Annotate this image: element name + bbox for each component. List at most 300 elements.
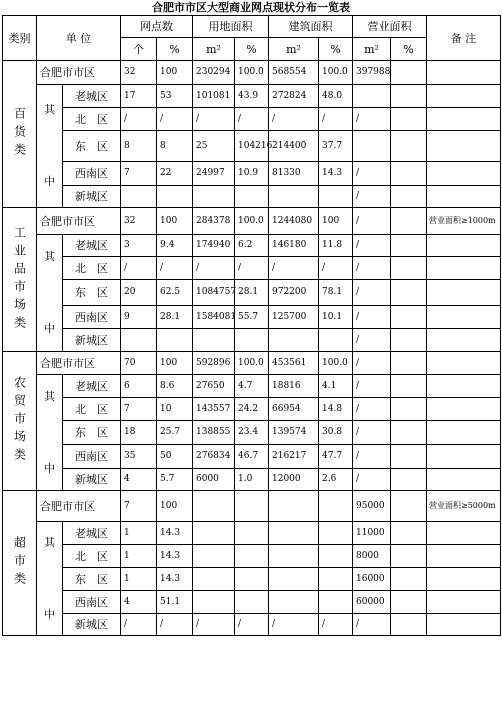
cell-c8 [391, 85, 427, 108]
cell-c1: 3 [121, 235, 157, 257]
cell-c5: 66954 [269, 398, 319, 421]
subgroup-marker-top: 其 [44, 535, 55, 549]
subgroup-marker-top: 其 [44, 103, 55, 116]
cell-c6: 100.0 [319, 352, 353, 375]
cell-c6 [319, 186, 353, 208]
cell-c1: 32 [121, 208, 157, 235]
cell-c5: 146180 [269, 235, 319, 257]
table-row [3, 329, 501, 352]
cell-c3: 27650 [193, 375, 235, 398]
cell-c2: 100 [157, 61, 193, 85]
table-row [3, 85, 501, 108]
table-row [3, 445, 501, 469]
cell-c3: 1584081 [193, 306, 235, 329]
unit-city-total: 合肥市市区 [37, 352, 121, 375]
cell-c3 [193, 545, 235, 568]
header-sub-percent: % [235, 38, 269, 61]
cell-c1: 70 [121, 352, 157, 375]
cell-c8 [391, 568, 427, 591]
cell-c8 [391, 235, 427, 257]
category-label: 超市类 [3, 491, 37, 636]
cell-c3: 174940 [193, 235, 235, 257]
unit-city-total: 合肥市市区 [37, 491, 121, 522]
cell-c1: 1 [121, 568, 157, 591]
table-row [3, 208, 501, 235]
cell-c7: / [353, 186, 391, 208]
header-building-area: 建筑面积 [269, 16, 353, 38]
cell-c1 [121, 186, 157, 208]
cell-c4 [235, 186, 269, 208]
cell-c4 [235, 329, 269, 352]
remark-cell [427, 280, 501, 306]
remark-cell [427, 186, 501, 208]
cell-c3: 143557 [193, 398, 235, 421]
table-row [3, 591, 501, 614]
cell-c5: 214400 [269, 131, 319, 162]
header-remark: 备 注 [427, 16, 501, 61]
category-label: 农贸市场类 [3, 352, 37, 491]
unit-district: 东 区 [63, 131, 121, 162]
unit-district: 老城区 [63, 85, 121, 108]
cell-c1: / [121, 614, 157, 636]
cell-c3 [193, 591, 235, 614]
cell-c8 [391, 61, 427, 85]
table-row [3, 131, 501, 162]
cell-c3 [193, 329, 235, 352]
cell-c8 [391, 306, 427, 329]
cell-c3: 101081 [193, 85, 235, 108]
cell-c7: / [353, 108, 391, 131]
cell-c5: 568554 [269, 61, 319, 85]
cell-c1: 9 [121, 306, 157, 329]
cell-c3: 6000 [193, 469, 235, 491]
cell-c8 [391, 208, 427, 235]
table-row [3, 614, 501, 636]
subgroup-marker-top: 其 [44, 250, 55, 263]
cell-c4: 43.9 [235, 85, 269, 108]
remark-cell [427, 469, 501, 491]
unit-district: 西南区 [63, 162, 121, 186]
cell-c6: 14.3 [319, 162, 353, 186]
cell-c2: 53 [157, 85, 193, 108]
header-land-area: 用地面积 [193, 16, 269, 38]
cell-c4 [235, 491, 269, 522]
table-row [3, 568, 501, 591]
cell-c7: / [353, 398, 391, 421]
cell-c3 [193, 522, 235, 545]
cell-c3: 276834 [193, 445, 235, 469]
cell-c3 [193, 186, 235, 208]
spacer [37, 404, 62, 462]
cell-c5 [269, 522, 319, 545]
cell-c5: / [269, 108, 319, 131]
header-sub-m2: m² [193, 38, 235, 61]
table-row [3, 162, 501, 186]
table-title: 合肥市市区大型商业网点现状分布一览表 [152, 1, 350, 14]
unit-district: 西南区 [63, 591, 121, 614]
remark-cell [427, 421, 501, 445]
cell-c6: / [319, 108, 353, 131]
header-business-area: 营业面积 [353, 16, 427, 38]
table-row [3, 522, 501, 545]
cell-c3: 284378 [193, 208, 235, 235]
cell-c5 [269, 591, 319, 614]
cell-c4: / [235, 614, 269, 636]
unit-district: 东 区 [63, 280, 121, 306]
remark-cell [427, 235, 501, 257]
cell-c4: 23.4 [235, 421, 269, 445]
cell-c8 [391, 329, 427, 352]
cell-c8 [391, 614, 427, 636]
cell-c2: 25.7 [157, 421, 193, 445]
cell-c2: 100 [157, 208, 193, 235]
cell-c3: / [193, 108, 235, 131]
cell-c4 [235, 545, 269, 568]
cell-c4: / [235, 108, 269, 131]
cell-c1: 7 [121, 398, 157, 421]
cell-c5 [269, 329, 319, 352]
cell-c2: 8 [157, 131, 193, 162]
cell-c2 [157, 186, 193, 208]
cell-c2: 51.1 [157, 591, 193, 614]
cell-c6: 100 [319, 208, 353, 235]
cell-c2: 8.6 [157, 375, 193, 398]
cell-c6: 47.7 [319, 445, 353, 469]
header-sub-percent: % [157, 38, 193, 61]
cell-c7: / [353, 614, 391, 636]
header-sub-percent: % [391, 38, 427, 61]
cell-c3: 592896 [193, 352, 235, 375]
table-row [3, 421, 501, 445]
cell-c3: 230294 [193, 61, 235, 85]
cell-c3 [193, 568, 235, 591]
unit-city-total: 合肥市市区 [37, 208, 121, 235]
subgroup-marker-top: 其 [44, 389, 55, 403]
subgroup-marker [37, 522, 63, 636]
spacer [37, 117, 62, 175]
cell-c3: 25 [193, 131, 235, 162]
cell-c1: 6 [121, 375, 157, 398]
cell-c8 [391, 375, 427, 398]
cell-c5: 125700 [269, 306, 319, 329]
cell-c1: 32 [121, 61, 157, 85]
remark-cell [427, 545, 501, 568]
cell-c2: / [157, 108, 193, 131]
commercial-outlets-table [2, 15, 501, 636]
cell-c7: / [353, 162, 391, 186]
header-category: 类别 [3, 16, 37, 61]
cell-c7: / [353, 375, 391, 398]
cell-c7 [353, 85, 391, 108]
cell-c5: 12000 [269, 469, 319, 491]
header-sub-m2: m² [353, 38, 391, 61]
header-sub-percent: % [319, 38, 353, 61]
remark-cell [427, 257, 501, 280]
cell-c2: 5.7 [157, 469, 193, 491]
cell-c5: 453561 [269, 352, 319, 375]
cell-c8 [391, 445, 427, 469]
remark-cell [427, 85, 501, 108]
subgroup-marker-bottom: 中 [44, 607, 55, 621]
unit-district: 西南区 [63, 445, 121, 469]
remark-cell: 营业面积≥1000m [427, 208, 501, 235]
subgroup-marker [37, 235, 63, 352]
cell-c4: 100.0 [235, 208, 269, 235]
cell-c5: 216217 [269, 445, 319, 469]
cell-c7: / [353, 257, 391, 280]
cell-c5: 18816 [269, 375, 319, 398]
spacer [37, 550, 62, 608]
unit-district: 西南区 [63, 306, 121, 329]
cell-c6: 4.1 [319, 375, 353, 398]
unit-district: 老城区 [63, 522, 121, 545]
unit-district: 北 区 [63, 108, 121, 131]
cell-c4 [235, 522, 269, 545]
table-row [3, 235, 501, 257]
cell-c8 [391, 280, 427, 306]
cell-c1: 35 [121, 445, 157, 469]
table-row [3, 280, 501, 306]
remark-cell [427, 591, 501, 614]
table-row [3, 108, 501, 131]
cell-c6: 11.8 [319, 235, 353, 257]
cell-c5 [269, 568, 319, 591]
unit-district: 新城区 [63, 469, 121, 491]
cell-c7: 95000 [353, 491, 391, 522]
cell-c1: 1 [121, 522, 157, 545]
category-label: 百货类 [3, 61, 37, 208]
cell-c8 [391, 491, 427, 522]
remark-cell [427, 162, 501, 186]
cell-c5: / [269, 614, 319, 636]
unit-district: 新城区 [63, 329, 121, 352]
remark-cell [427, 329, 501, 352]
cell-c6: 10.1 [319, 306, 353, 329]
cell-c8 [391, 108, 427, 131]
unit-district: 老城区 [63, 235, 121, 257]
cell-c7: 8000 [353, 545, 391, 568]
cell-c3: 138855 [193, 421, 235, 445]
cell-c8 [391, 131, 427, 162]
subgroup-marker-bottom: 中 [44, 461, 55, 475]
cell-c4: 10.9 [235, 162, 269, 186]
cell-c6: 2.6 [319, 469, 353, 491]
remark-cell [427, 568, 501, 591]
cell-c8 [391, 545, 427, 568]
unit-district: 新城区 [63, 186, 121, 208]
cell-c6: / [319, 614, 353, 636]
cell-c2: 14.3 [157, 522, 193, 545]
cell-c8 [391, 522, 427, 545]
table-row [3, 257, 501, 280]
cell-c1: 17 [121, 85, 157, 108]
cell-c6: 37.7 [319, 131, 353, 162]
table-row [3, 61, 501, 85]
cell-c4: 46.7 [235, 445, 269, 469]
cell-c8 [391, 186, 427, 208]
cell-c8 [391, 398, 427, 421]
table-row [3, 352, 501, 375]
cell-c4: 104216 [235, 131, 269, 162]
cell-c2: / [157, 257, 193, 280]
cell-c6: / [319, 257, 353, 280]
cell-c2: 14.3 [157, 568, 193, 591]
cell-c2: 62.5 [157, 280, 193, 306]
cell-c8 [391, 469, 427, 491]
table-row [3, 469, 501, 491]
cell-c3: 24997 [193, 162, 235, 186]
subgroup-marker [37, 85, 63, 208]
cell-c7: / [353, 280, 391, 306]
cell-c7 [353, 131, 391, 162]
remark-cell [427, 375, 501, 398]
cell-c6 [319, 491, 353, 522]
remark-cell [427, 614, 501, 636]
cell-c6: 48.0 [319, 85, 353, 108]
cell-c3: / [193, 614, 235, 636]
cell-c7: / [353, 306, 391, 329]
cell-c1: 7 [121, 491, 157, 522]
cell-c2: 22 [157, 162, 193, 186]
cell-c5 [269, 545, 319, 568]
cell-c1: 1 [121, 545, 157, 568]
cell-c7: / [353, 208, 391, 235]
cell-c7: / [353, 329, 391, 352]
unit-district: 东 区 [63, 421, 121, 445]
table-row [3, 491, 501, 522]
cell-c4 [235, 591, 269, 614]
remark-cell: 营业面积≥5000m [427, 491, 501, 522]
cell-c4 [235, 568, 269, 591]
unit-district: 老城区 [63, 375, 121, 398]
header-outlets: 网点数 [121, 16, 193, 38]
cell-c2: 100 [157, 352, 193, 375]
cell-c2: 100 [157, 491, 193, 522]
table-row [3, 398, 501, 421]
cell-c5: / [269, 257, 319, 280]
cell-c6: 14.8 [319, 398, 353, 421]
cell-c7: / [353, 469, 391, 491]
remark-cell [427, 445, 501, 469]
table-row [3, 186, 501, 208]
cell-c2: 28.1 [157, 306, 193, 329]
cell-c4: 6.2 [235, 235, 269, 257]
cell-c3: / [193, 257, 235, 280]
cell-c7: / [353, 421, 391, 445]
remark-cell [427, 306, 501, 329]
cell-c7: 11000 [353, 522, 391, 545]
cell-c4: 55.7 [235, 306, 269, 329]
cell-c8 [391, 257, 427, 280]
cell-c7: 16000 [353, 568, 391, 591]
cell-c2: 14.3 [157, 545, 193, 568]
cell-c6 [319, 591, 353, 614]
cell-c8 [391, 591, 427, 614]
cell-c8 [391, 352, 427, 375]
cell-c7: / [353, 235, 391, 257]
remark-cell [427, 352, 501, 375]
cell-c6 [319, 568, 353, 591]
remark-cell [427, 398, 501, 421]
cell-c1 [121, 329, 157, 352]
cell-c5 [269, 491, 319, 522]
cell-c4: 4.7 [235, 375, 269, 398]
header-sub-count: 个 [121, 38, 157, 61]
cell-c7: / [353, 445, 391, 469]
cell-c6: 78.1 [319, 280, 353, 306]
cell-c4: 100.0 [235, 61, 269, 85]
cell-c5: 272824 [269, 85, 319, 108]
cell-c3 [193, 491, 235, 522]
table-row [3, 306, 501, 329]
unit-district: 新城区 [63, 614, 121, 636]
cell-c1: / [121, 257, 157, 280]
cell-c7: 397988 [353, 61, 391, 85]
table-row [3, 545, 501, 568]
cell-c4: 100.0 [235, 352, 269, 375]
cell-c6 [319, 329, 353, 352]
table-row [3, 375, 501, 398]
cell-c7: 60000 [353, 591, 391, 614]
cell-c5: 972200 [269, 280, 319, 306]
cell-c4: 28.1 [235, 280, 269, 306]
subgroup-marker-bottom: 中 [44, 175, 55, 188]
unit-district: 北 区 [63, 398, 121, 421]
subgroup-marker-bottom: 中 [44, 322, 55, 335]
remark-cell [427, 131, 501, 162]
cell-c5: 1244080 [269, 208, 319, 235]
unit-district: 北 区 [63, 257, 121, 280]
cell-c2: 9.4 [157, 235, 193, 257]
cell-c6 [319, 522, 353, 545]
remark-cell [427, 108, 501, 131]
cell-c8 [391, 421, 427, 445]
cell-c1: / [121, 108, 157, 131]
cell-c6: 30.8 [319, 421, 353, 445]
cell-c2: 10 [157, 398, 193, 421]
cell-c4: 1.0 [235, 469, 269, 491]
cell-c1: 20 [121, 280, 157, 306]
cell-c1: 18 [121, 421, 157, 445]
unit-city-total: 合肥市市区 [37, 61, 121, 85]
cell-c5: 81330 [269, 162, 319, 186]
cell-c5: 139574 [269, 421, 319, 445]
remark-cell [427, 522, 501, 545]
category-label: 工业品市场类 [3, 208, 37, 352]
cell-c4: 24.2 [235, 398, 269, 421]
cell-c1: 4 [121, 469, 157, 491]
cell-c6 [319, 545, 353, 568]
header-sub-m2: m² [269, 38, 319, 61]
cell-c1: 4 [121, 591, 157, 614]
cell-c8 [391, 162, 427, 186]
cell-c3: 1084757 [193, 280, 235, 306]
cell-c2: / [157, 614, 193, 636]
cell-c2: 50 [157, 445, 193, 469]
cell-c1: 7 [121, 162, 157, 186]
unit-district: 北 区 [63, 545, 121, 568]
cell-c7: / [353, 352, 391, 375]
unit-district: 东 区 [63, 568, 121, 591]
cell-c5 [269, 186, 319, 208]
cell-c4: / [235, 257, 269, 280]
remark-cell [427, 61, 501, 85]
subgroup-marker [37, 375, 63, 491]
cell-c1: 8 [121, 131, 157, 162]
cell-c6: 100.0 [319, 61, 353, 85]
header-unit: 单 位 [37, 16, 121, 61]
cell-c2 [157, 329, 193, 352]
